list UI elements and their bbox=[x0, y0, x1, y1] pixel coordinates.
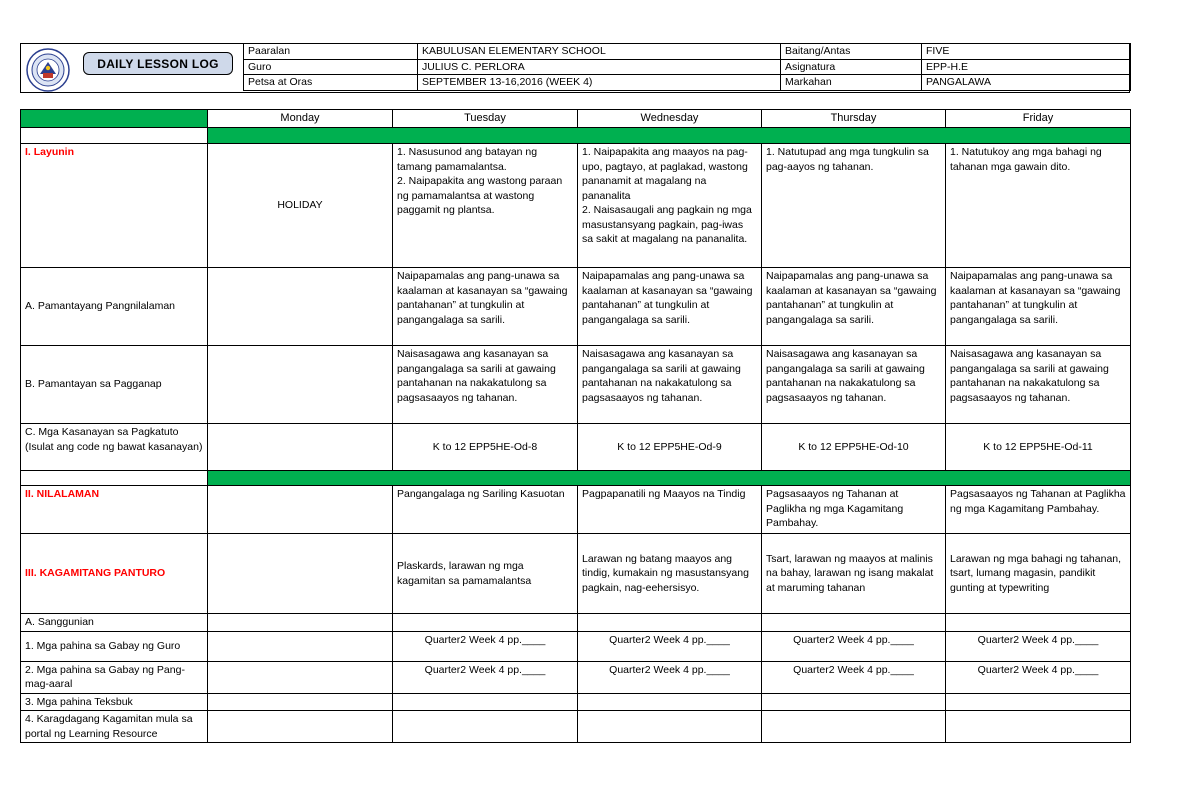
date-value: SEPTEMBER 13-16,2016 (WEEK 4) bbox=[418, 75, 781, 91]
kagamitan-tuesday: Plaskards, larawan ng mga kagamitan sa pamamalantsa bbox=[393, 534, 578, 614]
layunin-tuesday-1: 1. Nasusunod ang batayan ng tamang pamamalantsa. bbox=[397, 146, 538, 173]
gabay-mag-aaral-tuesday: Quarter2 Week 4 pp.____ bbox=[393, 661, 578, 693]
nilalaman-monday bbox=[208, 486, 393, 534]
date-label: Petsa at Oras bbox=[244, 75, 418, 91]
portal-label: 4. Karagdagang Kagamitan mula sa portal ng Learning Resource bbox=[21, 711, 208, 743]
teksbuk-label: 3. Mga pahina Teksbuk bbox=[21, 693, 208, 711]
school-value: KABULUSAN ELEMENTARY SCHOOL bbox=[418, 44, 781, 60]
layunin-tuesday bbox=[393, 144, 578, 268]
kagamitan-monday bbox=[208, 534, 393, 614]
portal-tuesday bbox=[393, 711, 578, 743]
teksbuk-friday bbox=[946, 693, 1131, 711]
nilalaman-label: II. NILALAMAN bbox=[21, 486, 208, 534]
kagamitan-label: III. KAGAMITANG PANTURO bbox=[21, 534, 208, 614]
pagganap-monday bbox=[208, 346, 393, 424]
teksbuk-wednesday bbox=[578, 693, 762, 711]
sanggunian-row bbox=[21, 614, 1131, 632]
sanggunian-thursday bbox=[762, 614, 946, 632]
header-row-teacher bbox=[244, 59, 1131, 75]
pagganap-friday: Naisasagawa ang kasanayan sa pangangalaga sa sarili at gawaing pantahanan na nakakatulong sa pagsasaayos ng tahanan. bbox=[946, 346, 1131, 424]
header-info-table bbox=[243, 43, 1131, 91]
green-divider-2 bbox=[208, 471, 1131, 486]
green-divider bbox=[208, 128, 1131, 144]
gabay-guro-monday bbox=[208, 631, 393, 661]
pagganap-wednesday: Naisasagawa ang kasanayan sa pangangalaga sa sarili at gawaing pantahanan na nakakatulong sa pagsasaayos ng tahanan. bbox=[578, 346, 762, 424]
green-divider-row bbox=[21, 128, 1131, 144]
day-tuesday: Tuesday bbox=[393, 110, 578, 128]
green-divider-row-2 bbox=[21, 471, 1131, 486]
kasanayan-code-friday: K to 12 EPP5HE-Od-11 bbox=[946, 424, 1131, 471]
kasanayan-code-tuesday: K to 12 EPP5HE-Od-8 bbox=[393, 424, 578, 471]
nilalaman-thursday: Pagsasaayos ng Tahanan at Paglikha ng mga Kagamitang Pambahay. bbox=[762, 486, 946, 534]
gabay-guro-wednesday: Quarter2 Week 4 pp.____ bbox=[578, 631, 762, 661]
holiday-text: HOLIDAY bbox=[277, 199, 323, 212]
gabay-guro-tuesday: Quarter2 Week 4 pp.____ bbox=[393, 631, 578, 661]
pangnilalaman-monday bbox=[208, 268, 393, 346]
gabay-guro-thursday: Quarter2 Week 4 pp.____ bbox=[762, 631, 946, 661]
pamantayan-sa-pagganap-label: B. Pamantayan sa Pagganap bbox=[21, 346, 208, 424]
layunin-wednesday-2: 2. Naisasaugali ang pagkain ng mga masustansyang pagkain, pag-iwas sa sakit at magalang na pananalita. bbox=[582, 204, 752, 245]
layunin-friday bbox=[946, 144, 1131, 268]
divider-label-cell-2 bbox=[21, 471, 208, 486]
gabay-mag-aaral-monday bbox=[208, 661, 393, 693]
kagamitan-thursday: Tsart, larawan ng maayos at malinis na bahay, larawan ng isang makalat at maruming tahanan bbox=[762, 534, 946, 614]
portal-row bbox=[21, 711, 1131, 743]
kagamitan-friday: Larawan ng mga bahagi ng tahanan, tsart, lumang magasin, pandikit gunting at typewriting bbox=[946, 534, 1131, 614]
gabay-mag-aaral-wednesday: Quarter2 Week 4 pp.____ bbox=[578, 661, 762, 693]
layunin-friday-1: 1. Natutukoy ang mga bahagi ng tahanan mga gawain dito. bbox=[950, 146, 1102, 173]
layunin-thursday-1: 1. Natutupad ang mga tungkulin sa pag-aayos ng tahanan. bbox=[766, 146, 929, 173]
gabay-guro-label: 1. Mga pahina sa Gabay ng Guro bbox=[21, 631, 208, 661]
teksbuk-tuesday bbox=[393, 693, 578, 711]
grade-label: Baitang/Antas bbox=[781, 44, 922, 60]
layunin-wednesday-1: 1. Naipapakita ang maayos na pag-upo, pagtayo, at paglakad, wastong pananamit at magalang na pananalita bbox=[582, 146, 748, 202]
layunin-thursday bbox=[762, 144, 946, 268]
gabay-mag-aaral-label: 2. Mga pahina sa Gabay ng Pang-mag-aaral bbox=[21, 661, 208, 693]
sanggunian-monday bbox=[208, 614, 393, 632]
kasanayan-code-thursday: K to 12 EPP5HE-Od-10 bbox=[762, 424, 946, 471]
divider-label-cell bbox=[21, 128, 208, 144]
subject-value: EPP-H.E bbox=[922, 59, 1131, 75]
portal-monday bbox=[208, 711, 393, 743]
gabay-guro-friday: Quarter2 Week 4 pp.____ bbox=[946, 631, 1131, 661]
pagganap-thursday: Naisasagawa ang kasanayan sa pangangalaga sa sarili at gawaing pantahanan na nakakatulong sa pagsasaayos ng tahanan. bbox=[762, 346, 946, 424]
pamantayang-pangnilalaman-row bbox=[21, 268, 1131, 346]
kagamitan-row bbox=[21, 534, 1131, 614]
pamantayang-pangnilalaman-label: A. Pamantayang Pangnilalaman bbox=[21, 268, 208, 346]
layunin-tuesday-2: 2. Naipapakita ang wastong paraan ng pamamalantsa at wastong paggamit ng plantsa. bbox=[397, 175, 563, 216]
sanggunian-tuesday bbox=[393, 614, 578, 632]
subject-label: Asignatura bbox=[781, 59, 922, 75]
pangnilalaman-wednesday: Naipapamalas ang pang-unawa sa kaalaman at kasanayan sa “gawaing pantahanan” at tungkulin at pangangalaga sa sarili. bbox=[578, 268, 762, 346]
layunin-row bbox=[21, 144, 1131, 268]
header-row-date bbox=[244, 75, 1131, 91]
school-label: Paaralan bbox=[244, 44, 418, 60]
pamantayan-sa-pagganap-row bbox=[21, 346, 1131, 424]
daily-lesson-log-badge: DAILY LESSON LOG bbox=[83, 52, 233, 75]
nilalaman-row bbox=[21, 486, 1131, 534]
lesson-log-table bbox=[20, 109, 1131, 743]
nilalaman-friday: Pagsasaayos ng Tahanan at Paglikha ng mga Kagamitang Pambahay. bbox=[946, 486, 1131, 534]
day-friday: Friday bbox=[946, 110, 1131, 128]
grade-value: FIVE bbox=[922, 44, 1131, 60]
kasanayan-row bbox=[21, 424, 1131, 471]
gabay-mag-aaral-friday: Quarter2 Week 4 pp.____ bbox=[946, 661, 1131, 693]
kasanayan-label: C. Mga Kasanayan sa Pagkatuto (Isulat ang code ng bawat kasanayan) bbox=[21, 424, 208, 471]
sanggunian-wednesday bbox=[578, 614, 762, 632]
day-header-corner bbox=[21, 110, 208, 128]
pangnilalaman-thursday: Naipapamalas ang pang-unawa sa kaalaman at kasanayan sa “gawaing pantahanan” at tungkulin at pangangalaga sa sarili. bbox=[762, 268, 946, 346]
quarter-label: Markahan bbox=[781, 75, 922, 91]
kasanayan-monday bbox=[208, 424, 393, 471]
kagamitan-wednesday: Larawan ng batang maayos ang tindig, kumakain ng masustansyang pagkain, nag-eehersisyo. bbox=[578, 534, 762, 614]
teksbuk-row bbox=[21, 693, 1131, 711]
day-wednesday: Wednesday bbox=[578, 110, 762, 128]
teksbuk-monday bbox=[208, 693, 393, 711]
portal-friday bbox=[946, 711, 1131, 743]
gabay-mag-aaral-row bbox=[21, 661, 1131, 693]
day-thursday: Thursday bbox=[762, 110, 946, 128]
teacher-label: Guro bbox=[244, 59, 418, 75]
quarter-value: PANGALAWA bbox=[922, 75, 1131, 91]
nilalaman-tuesday: Pangangalaga ng Sariling Kasuotan bbox=[393, 486, 578, 534]
monday-holiday bbox=[208, 144, 393, 268]
kasanayan-code-wednesday: K to 12 EPP5HE-Od-9 bbox=[578, 424, 762, 471]
teksbuk-thursday bbox=[762, 693, 946, 711]
header-row-school bbox=[244, 44, 1131, 60]
day-monday: Monday bbox=[208, 110, 393, 128]
pangnilalaman-friday: Naipapamalas ang pang-unawa sa kaalaman at kasanayan sa “gawaing pantahanan” at tungkulin at pangangalaga sa sarili. bbox=[946, 268, 1131, 346]
sanggunian-friday bbox=[946, 614, 1131, 632]
layunin-wednesday bbox=[578, 144, 762, 268]
pagganap-tuesday: Naisasagawa ang kasanayan sa pangangalaga sa sarili at gawaing pantahanan na nakakatulong sa pagsasaayos ng tahanan. bbox=[393, 346, 578, 424]
layunin-label: I. Layunin bbox=[21, 144, 208, 268]
gabay-guro-row bbox=[21, 631, 1131, 661]
portal-thursday bbox=[762, 711, 946, 743]
pangnilalaman-tuesday: Naipapamalas ang pang-unawa sa kaalaman at kasanayan sa “gawaing pantahanan” at tungkulin at pangangalaga sa sarili. bbox=[393, 268, 578, 346]
portal-wednesday bbox=[578, 711, 762, 743]
nilalaman-wednesday: Pagpapanatili ng Maayos na Tindig bbox=[578, 486, 762, 534]
day-header-row bbox=[21, 110, 1131, 128]
gabay-mag-aaral-thursday: Quarter2 Week 4 pp.____ bbox=[762, 661, 946, 693]
teacher-value: JULIUS C. PERLORA bbox=[418, 59, 781, 75]
sanggunian-label: A. Sanggunian bbox=[21, 614, 208, 632]
